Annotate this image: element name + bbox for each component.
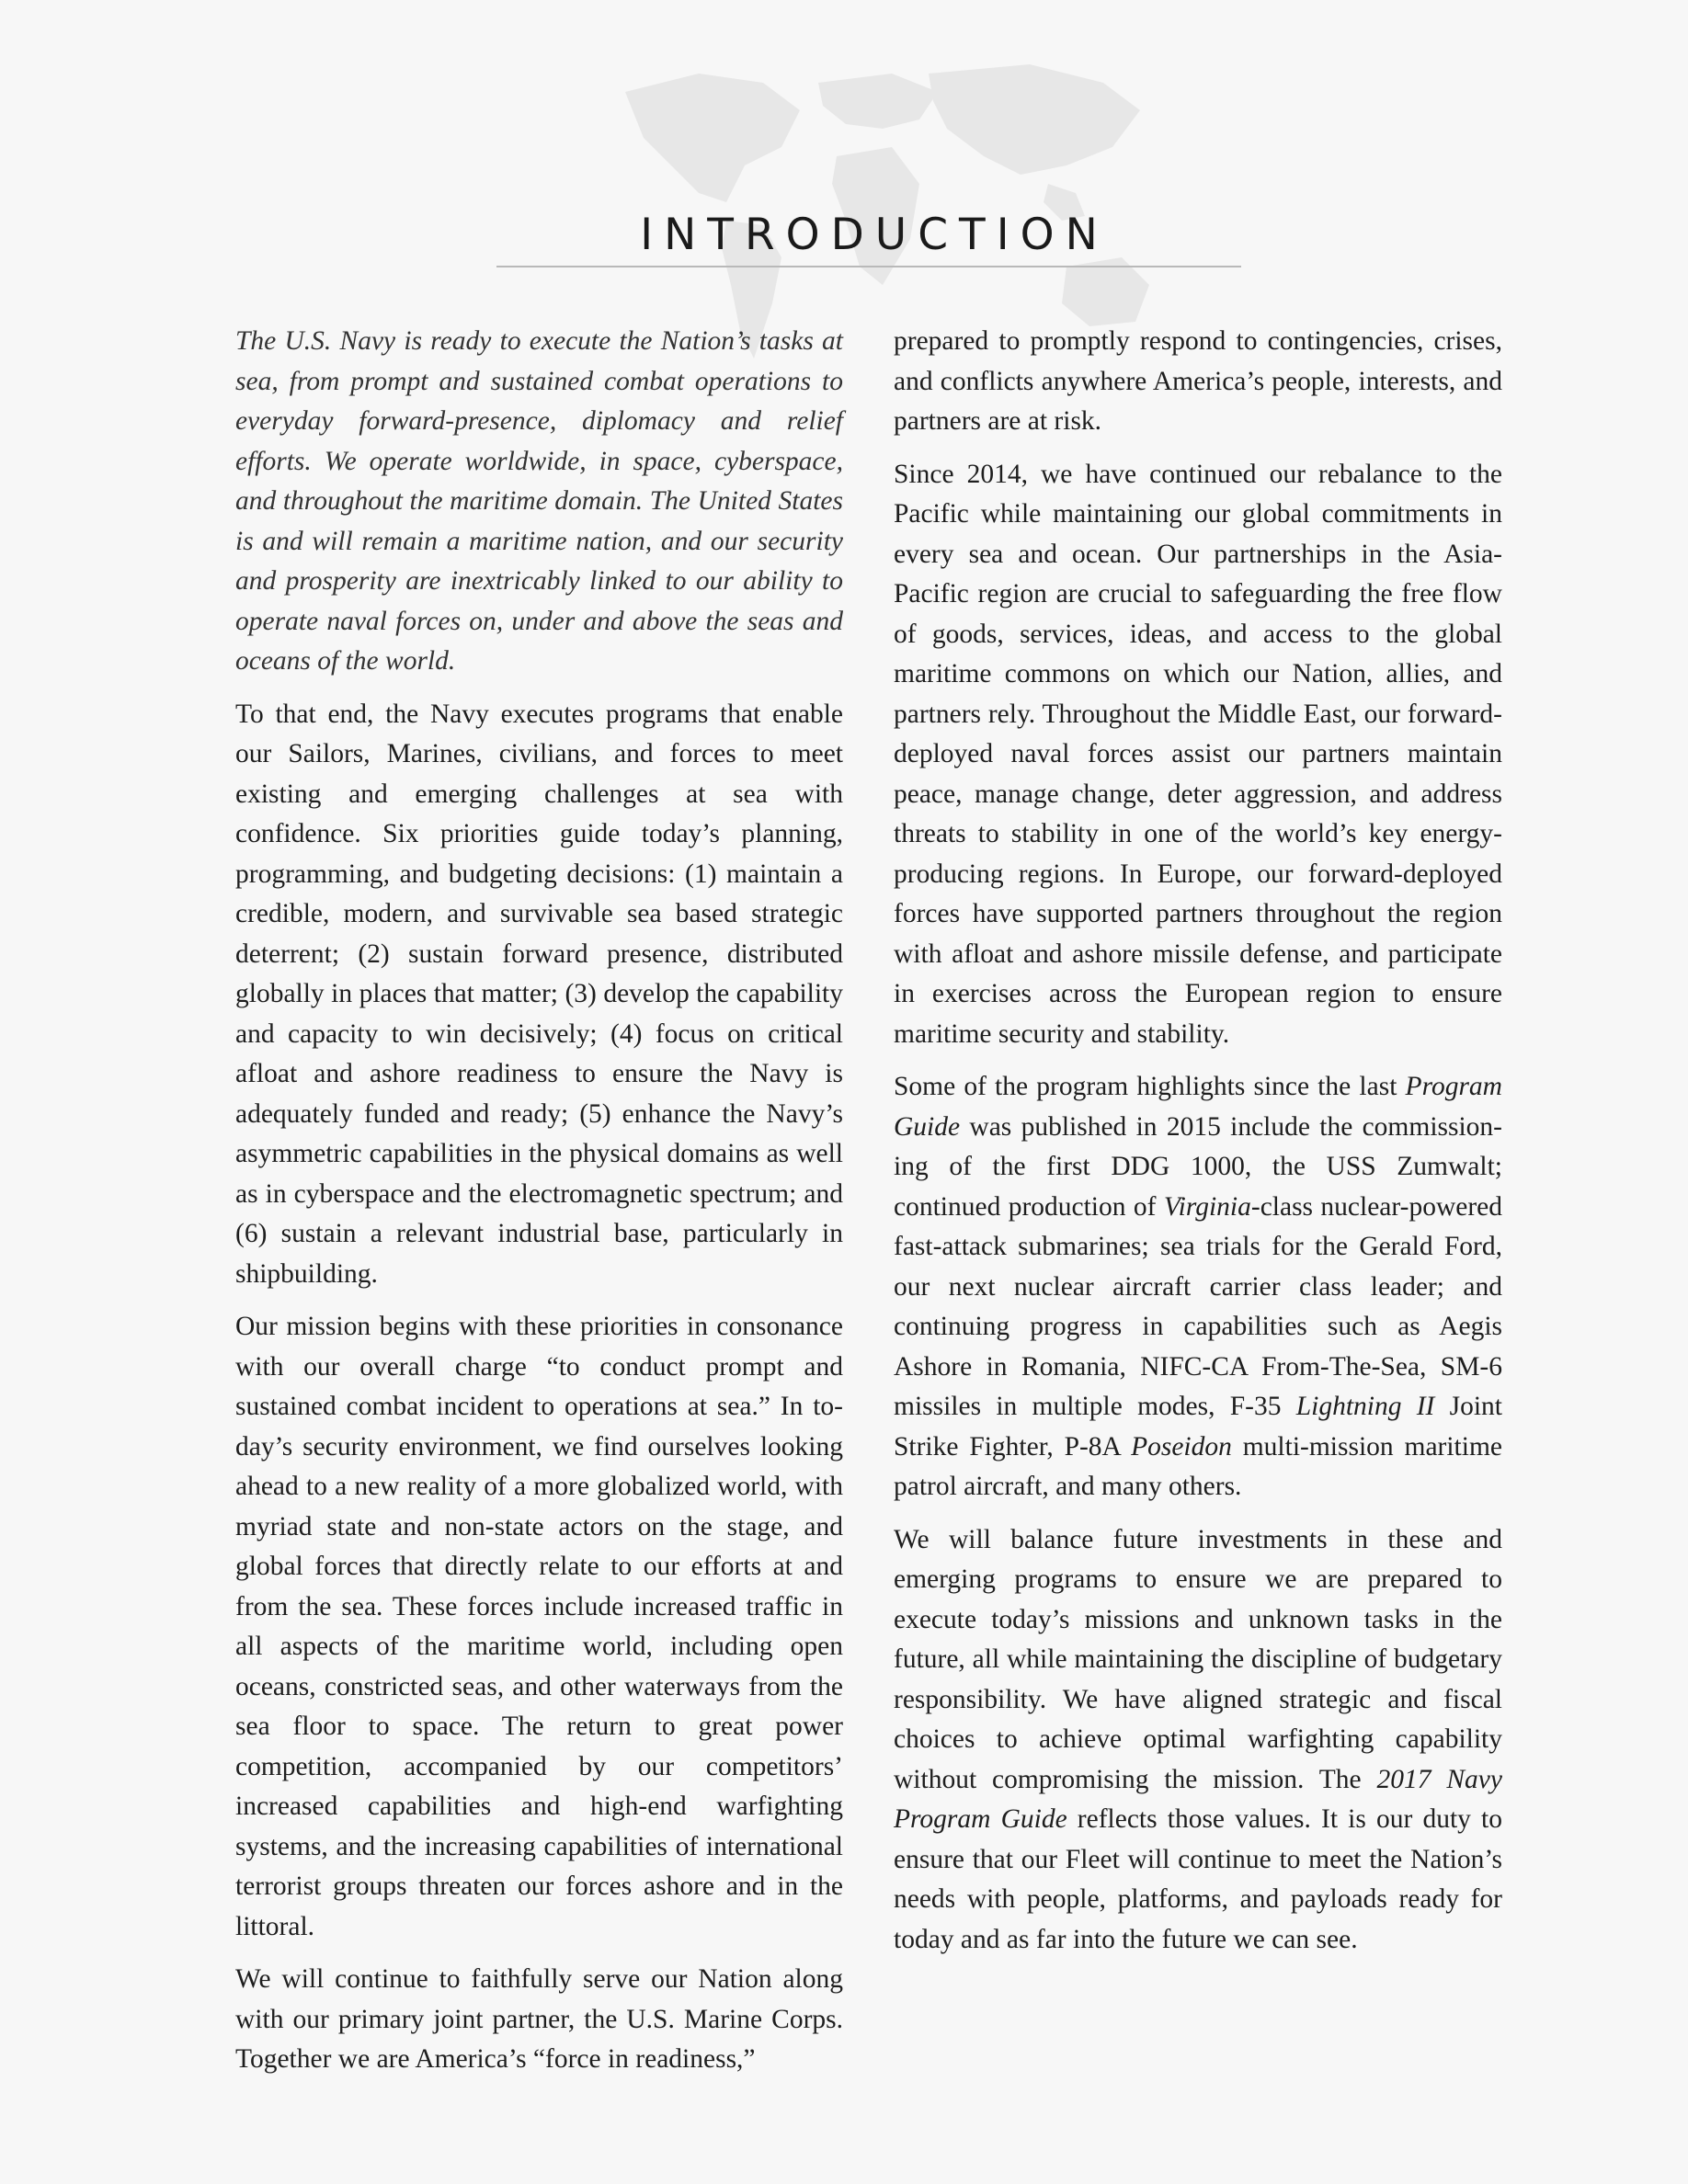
- highlights-text-a: Some of the program highlights since the last: [894, 1072, 1406, 1101]
- intro-paragraph: The U.S. Navy is ready to execute the Nation’s tasks at sea, from prompt and sustained combat operations to everyday forward-presence, diplomacy and relief efforts. We operate worldwide, in space, cyberspace, and throughout the maritime domain. The United States is and will remain a maritime nation, and our security and prosperity are inextricably linked to our ability to operate naval forces on, under and above the seas and oceans of the world.: [235, 326, 843, 676]
- left-column: [235, 322, 843, 2093]
- highlights-poseidon: Poseidon: [1131, 1431, 1232, 1462]
- highlights-virginia: Virginia: [1163, 1191, 1251, 1222]
- highlights-text-c: was published in 2015 include the commissioning of the first DDG 1000, the USS Zumwalt; continued production of: [894, 1111, 1502, 1222]
- highlights-lightning: Lightning II: [1295, 1392, 1435, 1421]
- priorities-paragraph: To that end, the Navy executes programs that enable our Sailors, Marines, civilians, and forces to meet existing and emerging challenges at sea with confidence. Six priorities guide today’s planning, programming, and budgeting decisions: (1) maintain a credible, modern, and survivable sea based strategic deterrent; (2) sustain forward presence, distributed globally in places that matter; (3) develop the capability and capacity to win decisively; (4) focus on critical afloat and ashore readiness to ensure the Navy is adequately funded and ready; (5) enhance the Navy’s asymmetric capabilities in the physical domains as well as in cyberspace and the electromagnetic spectrum; and (6) sustain a relevant industrial base, particularly in shipbuilding.: [235, 699, 843, 1289]
- highlights-program-guide: Program Guide: [894, 1072, 1502, 1142]
- highlights-text-e: -class nuclear-powered fast-attack submarines; sea trials for the Gerald Ford, our next nuclear aircraft carrier class leader; and continuing progress in capabilities such as Aegis Ashore in Romania, NIFC-CA From-The-Sea, SM-6 missiles in multiple modes, F-35: [894, 1191, 1503, 1421]
- highlights-text-i: multi-mission maritime patrol aircraft, and many others.: [894, 1431, 1502, 1501]
- continuation-paragraph: prepared to promptly respond to contingencies, crises, and conflicts anywhere America’s people, interests, and partners are at risk.: [894, 326, 1502, 436]
- highlights-text-g: Joint Strike Fighter, P-8A: [894, 1392, 1502, 1462]
- rebalance-paragraph: Since 2014, we have continued our rebalance to the Pacific while maintaining our global commitments in every sea and ocean. Our partnerships in the Asia-Pacific region are crucial to safeguarding the free flow of goods, services, ideas, and access to the global maritime commons on which our Nation, allies, and partners rely. Throughout the Middle East, our forward-deployed naval forces assist our partners maintain peace, manage change, deter aggression, and address threats to stability in one of the world’s key energy-producing regions. In Europe, our forward-deployed forces have supported partners throughout the region with afloat and ashore missile defense, and participate in exercises across the European region to ensure maritime security and stability.: [894, 459, 1502, 1049]
- highlights-paragraph: [894, 1067, 1502, 1507]
- investments-text-c: reflects those values. It is our duty to ensure that our Fleet will continue to meet the Nation’s needs with people, platforms, and payloads ready for today and as far into the future we can see.: [894, 1804, 1502, 1954]
- page-title: INTRODUCTION: [640, 210, 1109, 260]
- title-block: [496, 210, 1241, 267]
- investments-program-guide: 2017 Navy Program Guide: [894, 1764, 1502, 1834]
- investments-paragraph: [894, 1520, 1502, 1961]
- investments-text-a: We will balance future investments in these and emerging programs to ensure we are prepared to execute today’s missions and unknown tasks in the future, all while maintaining the discipline of budgetary responsibility. We have aligned strategic and fiscal choices to achieve optimal warfighting capability without compromising the mission. The: [894, 1524, 1502, 1794]
- right-column: [894, 322, 1502, 1973]
- marine-corps-paragraph: We will continue to faithfully serve our Nation along with our primary joint partner, the U.S. Marine Corps. Together we are America’s “force in readiness,”: [235, 1964, 843, 2074]
- mission-paragraph: Our mission begins with these priorities in consonance with our overall charge “to conduct prompt and sustained combat incident to operations at sea.” In today’s security environment, we find ourselves looking ahead to a new reality of a more globalized world, with myriad state and non-state actors on the stage, and global forces that directly relate to our efforts at and from the sea. These forces include increased traffic in all aspects of the maritime world, including open oceans, constricted seas, and other waterways from the sea floor to space. The return to great power competition, accompanied by our competitors’ increased capabilities and high-end warfighting systems, and the increasing capabilities of international terrorist groups threaten our forces ashore and in the littoral.: [235, 1312, 843, 1941]
- title-divider: [496, 266, 1241, 267]
